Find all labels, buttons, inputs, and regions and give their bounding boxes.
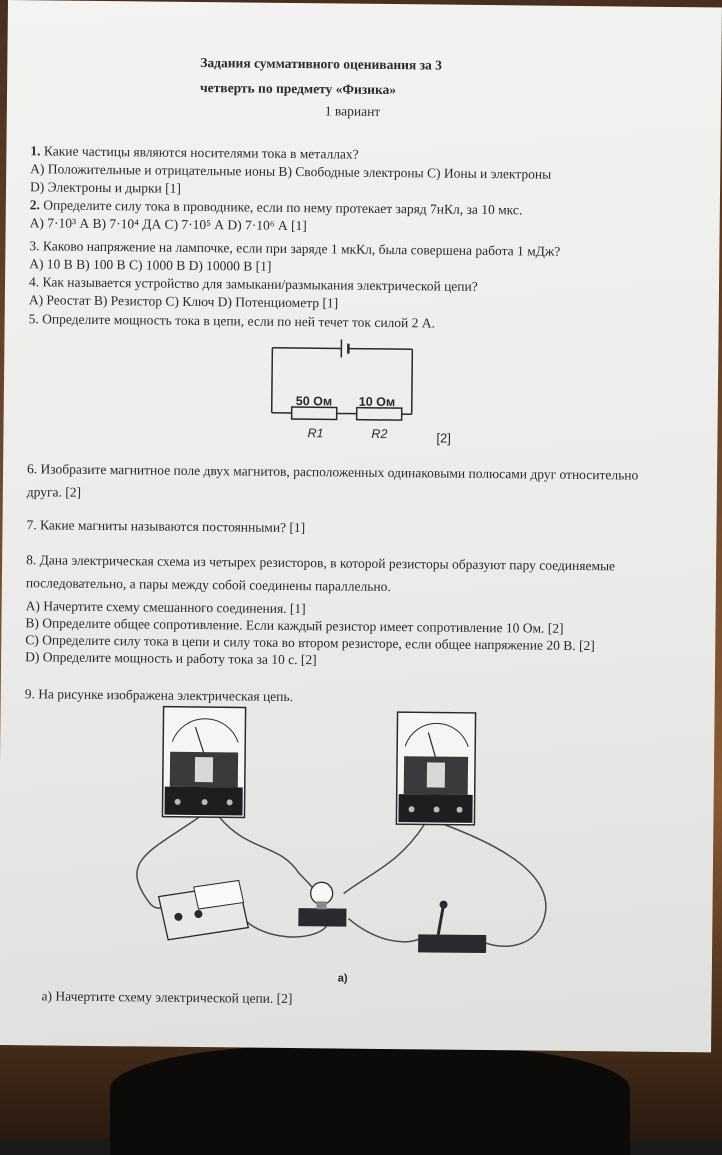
- lamp-icon: [298, 882, 346, 927]
- question-2-options: А) 7·10³ А В) 7·10⁴ ДА С) 7·10⁵ А D) 7·10⁶ А [1]: [30, 215, 307, 234]
- series-circuit-diagram: [261, 333, 477, 450]
- wire-top-left: [272, 348, 341, 349]
- question-1-number: 1.: [30, 143, 40, 158]
- question-3-options: А) 10 В В) 100 В С) 1000 В D) 10000 В [1]: [29, 256, 271, 275]
- question-6-line-1: 6. Изобразите магнитное поле двух магнитов, расположенных одинаковыми полюсами друг относительно: [27, 461, 638, 483]
- resistor-r2: [357, 408, 402, 420]
- question-1-options-2: D) Электроны и дырки [1]: [30, 179, 181, 197]
- power-source-icon: [158, 880, 249, 941]
- electric-circuit-illustration: [0, 700, 701, 997]
- question-4: 4. Как называется устройство для замыкани/размыкания электрической цепи?: [29, 274, 478, 295]
- r1-label: R1: [307, 426, 323, 440]
- figure-caption: а): [338, 973, 348, 985]
- question-1: [30, 143, 358, 162]
- question-2-text: Определите силу тока в проводнике, если по нему протекает заряд 7нКл, за 10 мкс.: [43, 197, 522, 217]
- right-meter-icon: [396, 712, 475, 825]
- r1-value: 50 Ом: [296, 394, 333, 408]
- question-6-line-2: друга. [2]: [27, 484, 81, 501]
- question-8-part-a: А) Начертите схему смешанного соединения. [1]: [26, 598, 306, 617]
- wire-right: [412, 349, 413, 414]
- question-3: 3. Каково напряжение на лампочке, если при заряде 1 мкКл, была совершена работа 1 мДж?: [29, 238, 560, 260]
- title-line-2: четверть по предмету «Физика»: [200, 80, 396, 98]
- switch-icon: [418, 900, 487, 953]
- question-1-options-1: А) Положительные и отрицательные ионы В) Свободные электроны С) Ионы и электроны: [30, 161, 551, 182]
- resistor-r1: [292, 407, 337, 419]
- dark-object: [110, 1045, 630, 1155]
- question-4-options: А) Реостат В) Резистор С) Ключ D) Потенциометр [1]: [29, 292, 338, 311]
- wire-left: [272, 348, 273, 413]
- question-8-line-2: последовательно, а пары между собой соединены параллельно.: [26, 575, 391, 595]
- r2-value: 10 Ом: [359, 395, 396, 409]
- r2-label: R2: [371, 427, 387, 441]
- question-8-line-1: 8. Дана электрическая схема из четырех резисторов, в которой резисторы образуют пару соединяемые: [26, 552, 615, 574]
- variant-label: 1 вариант: [325, 103, 381, 120]
- question-7: 7. Какие магниты называются постоянными? [1]: [26, 517, 305, 536]
- title-line-1: Задания суммативного оценивания за 3: [200, 55, 442, 74]
- question-8-part-d: D) Определите мощность и работу тока за 10 с. [2]: [25, 649, 317, 668]
- question-1-text: Какие частицы являются носителями тока в металлах?: [44, 143, 359, 161]
- question-5-score: [2]: [436, 431, 451, 446]
- question-9: 9. На рисунке изображена электрическая цепь.: [25, 686, 293, 705]
- left-meter-icon: [162, 707, 245, 818]
- question-9-task: а) Начертите схему электрической цепи. [2]: [41, 988, 292, 1007]
- question-5: 5. Определите мощность тока в цепи, если по ней течет ток силой 2 А.: [29, 311, 435, 331]
- wire-top-right: [348, 349, 412, 350]
- question-8-part-c: С) Определите силу тока в цепи и силу тока во втором резисторе, если общее напряжение 20 В. [2]: [25, 632, 595, 654]
- question-2-number: 2.: [30, 197, 40, 212]
- question-8-part-b: В) Определите общее сопротивление. Если каждый резистор имеет сопротивление 10 Ом. [2]: [25, 615, 563, 637]
